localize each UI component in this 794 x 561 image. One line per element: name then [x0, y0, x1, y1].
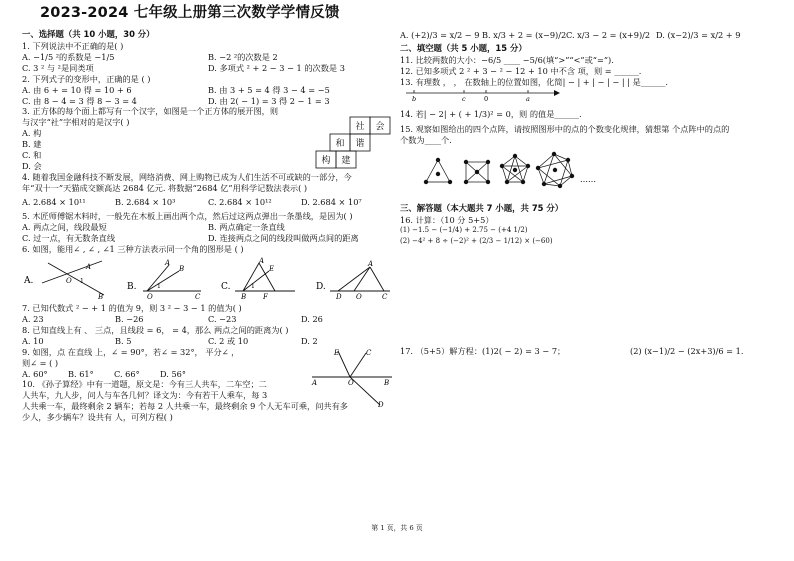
svg-text:O: O — [66, 276, 72, 285]
q5-stem: 5. 木匠师傅锯木料时，一般先在木板上画出两个点，然后过这两点弹出一条墨线，是因为( ) — [22, 211, 353, 222]
q3-stem-line1: 3. 正方体的每个面上都写有一个汉字，如图是一个正方体的展开图，则 — [22, 106, 279, 117]
svg-text:E: E — [269, 264, 275, 273]
q3-option-c: C. 和 — [22, 150, 42, 161]
q9-figure — [310, 347, 394, 409]
svg-text:A: A — [312, 378, 318, 387]
q5-options-2 — [22, 233, 394, 244]
numline-label-c: c — [462, 94, 466, 102]
svg-text:O: O — [348, 378, 354, 387]
q1-option-a: A. −1/5 ²的系数是 −1/5 — [22, 52, 115, 63]
q10-option-b: B. x/3 + 2 = (x−9)/2 — [482, 30, 567, 40]
left-column — [22, 28, 394, 423]
q14-stem: 14. 若| − 2| + ( + 1/3)² = 0，则 的值是______. — [400, 108, 582, 119]
numline-label-a: a — [526, 94, 530, 102]
q9-stem-line1: 9. 如图，点 在直线 上，∠ = 90°，若∠ = 32°， 平分∠ ， — [22, 346, 240, 357]
svg-text:F: F — [263, 292, 269, 301]
q10-option-a: A. (+2)/3 = x/2 − 9 — [400, 30, 480, 40]
q8-option-d: D. 2 — [301, 335, 318, 346]
svg-text:A: A — [259, 256, 265, 265]
svg-text:B: B — [241, 292, 247, 301]
q16-stem: 16. 计算：（10 分 5+5） — [400, 214, 494, 225]
q3-option-a: A. 构 — [22, 128, 42, 139]
svg-text:A: A — [164, 258, 170, 267]
q7-option-b: B. −26 — [115, 313, 144, 324]
q5-option-c: C. 过一点，有无数条直线 — [22, 233, 116, 244]
q3-stem-line2: 与汉字“社”字相对的是汉字( ) — [22, 117, 130, 128]
svg-text:O: O — [355, 292, 362, 301]
q5-option-b: B. 两点确定一条直线 — [208, 222, 285, 233]
page-footer: 第 1 页，共 6 页 — [371, 524, 423, 532]
q15-stem-line1: 15. 观察如图给出的四个点阵，请按照图形中的点的个数变化规律，猜想第 个点阵中的点的 — [400, 123, 730, 134]
q6-stem: 6. 如图，能用∠ , ∠ , ∠1 三种方法表示同一个角的图形是 ( ) — [22, 243, 244, 254]
q8-option-a: A. 10 — [22, 335, 44, 346]
q6-figure-b — [125, 257, 205, 301]
svg-text:E: E — [334, 348, 340, 357]
q4-stem-line2: 年“双十一”天猫成交额高达 2684 亿元. 将数据“2684 亿”用科学记数法表示( ) — [22, 183, 308, 194]
q8-option-c: C. 2 或 10 — [208, 335, 249, 346]
q10-stem-line4: 少人，多少辆车？设共有 人，可列方程( ) — [22, 412, 173, 423]
q5-options — [22, 222, 394, 233]
q1-options — [22, 52, 394, 63]
q9-option-c: C. 66° — [114, 368, 140, 379]
svg-text:A: A — [86, 262, 92, 271]
q9-option-a: A. 60° — [22, 368, 48, 379]
q1-option-b: B. −2 ²的次数是 2 — [208, 52, 278, 63]
q16-part-2: (2) −4² + 8 ÷ (−2)² + (2/3 − 1/12) × (−60) — [400, 236, 553, 245]
q6-figure-d — [314, 257, 394, 301]
q9-option-b: B. 61° — [68, 368, 94, 379]
dot-pattern-figure — [420, 148, 610, 198]
q3-option-b: B. 建 — [22, 139, 42, 150]
cube-face-5: 构 — [321, 156, 331, 167]
svg-text:D: D — [378, 400, 384, 409]
q9-option-d: D. 56° — [160, 368, 186, 379]
q2-options-2 — [22, 96, 394, 107]
q1-stem: 1. 下列说法中不正确的是( ) — [22, 41, 124, 52]
numline-label-b: b — [412, 94, 417, 102]
q11-stem: 11. 比较两数的大小：−6/5 ____ −5/6(填“>”“<”或“=”). — [400, 54, 614, 65]
q4-options — [22, 197, 394, 208]
section-3-heading: 三、解答题（本大题共 7 小题，共 75 分） — [400, 202, 564, 213]
q10-option-c: C. x/3 − 2 = (x+9)/2 — [566, 30, 651, 40]
svg-text:1: 1 — [251, 282, 256, 290]
dot-pattern-ellipsis: …… — [580, 174, 596, 184]
q16-part-1: (1) −1.5 − (−1/4) + 2.75 − (+4 1/2) — [400, 225, 528, 234]
q6-label-c: C. — [221, 281, 231, 292]
svg-text:D: D — [335, 292, 342, 301]
q1-option-c: C. 3 ² 与 ²是同类项 — [22, 62, 94, 73]
q5-option-d: D. 连接两点之间的线段叫做两点间的距离 — [208, 233, 359, 244]
numline-label-zero: 0 — [484, 94, 489, 102]
cube-face-1: 社 — [355, 122, 365, 133]
q6-figure-a — [22, 257, 110, 301]
q1-options-2 — [22, 63, 394, 74]
q6-figures — [22, 257, 394, 301]
svg-text:A: A — [367, 259, 374, 268]
q2-option-b: B. 由 3 + 5 = 4 得 3 − 4 = −5 — [208, 84, 330, 95]
svg-text:1: 1 — [80, 277, 84, 285]
q17-row — [400, 346, 780, 357]
section-1-heading: 一、选择题（共 10 小题，30 分） — [22, 29, 155, 39]
q12-stem: 12. 已知多项式 2 ² + 3 − ² − 12 + 10 中不含 项，则 = ______. — [400, 65, 642, 76]
page-title: 2023-2024 七年级上册第三次数学学情反馈 — [40, 5, 340, 21]
q7-option-c: C. −23 — [208, 313, 237, 324]
q1-option-d: D. 多项式 ² + 2 − 3 − 1 的次数是 3 — [208, 62, 345, 73]
number-line-figure — [404, 88, 564, 102]
svg-text:B: B — [384, 378, 390, 387]
q6-figure-c — [219, 257, 299, 301]
svg-text:C: C — [381, 292, 388, 301]
q2-option-a: A. 由 6 + = 10 得 = 10 + 6 — [22, 84, 132, 95]
q7-option-a: A. 23 — [22, 313, 44, 324]
svg-text:C: C — [366, 348, 372, 357]
cube-net-figure — [314, 116, 394, 172]
q6-label-a: A. — [24, 275, 34, 286]
q17-stem: 17. （5+5）解方程：(1)2( − 2) = 3 − 7； — [400, 345, 566, 356]
q4-stem-line1: 4. 随着我国金融科技不断发展，网络消费、网上购物已成为人们生活不可或缺的一部分，今 — [22, 172, 352, 183]
q7-option-d: D. 26 — [301, 313, 323, 324]
q8-option-b: B. 5 — [115, 335, 132, 346]
right-column — [400, 30, 780, 357]
q6-label-b: B. — [126, 281, 137, 292]
svg-text:C: C — [194, 292, 201, 301]
q17-part-2: (2) (x−1)/2 − (2x+3)/6 = 1. — [630, 345, 744, 356]
q2-stem: 2. 下列式子的变形中，正确的是 ( ) — [22, 73, 151, 84]
cube-face-2: 会 — [375, 122, 385, 133]
q10-stem-line3: 人共乘一车，最终剩余 2 辆车；若每 2 人共乘一车，最终剩余 9 个人无车可乘，问共有多 — [22, 401, 348, 412]
q2-options — [22, 85, 394, 96]
q7-options — [22, 314, 394, 325]
section-2-heading: 二、填空题（共 5 小题，15 分） — [400, 42, 527, 53]
q9-stem-line2: 则∠ = ( ) — [22, 357, 59, 368]
svg-text:B: B — [178, 264, 184, 273]
q4-option-b: B. 2.684 × 10³ — [115, 197, 176, 208]
q7-stem: 7. 已知代数式 ² − + 1 的值为 9，则 3 ² − 3 − 1 的值为( ) — [22, 302, 242, 313]
q4-option-a: A. 2.684 × 10¹¹ — [22, 197, 86, 208]
q4-option-d: D. 2.684 × 10⁷ — [301, 197, 362, 208]
q15-stem-line2: 个数为____个. — [400, 134, 452, 145]
q10-option-d: D. (x−2)/3 = x/2 + 9 — [656, 30, 741, 40]
q10-stem-line1: 10. 《孙子算经》中有一道题，原文是：今有三人共车，二车空；二 — [22, 379, 267, 390]
q3-option-d: D. 会 — [22, 161, 42, 172]
q2-option-c: C. 由 8 − 4 = 3 得 8 − 3 = 4 — [22, 95, 137, 106]
q10-stem-line2: 人共车，九人步，问人与车各几何？译文为：今有若干人乘车，每 3 — [22, 390, 268, 401]
q8-stem: 8. 已知直线上有 、 三点，且线段 = 6， = 4，那么 两点之间的距离为( ) — [22, 324, 289, 335]
q2-option-d: D. 由 2( − 1) = 3 得 2 − 1 = 3 — [208, 95, 330, 106]
q13-stem: 13. 有理数 ， ， 在数轴上的位置如图，化简| − | + | − | − | | 是______. — [400, 76, 668, 87]
q6-label-d: D. — [315, 281, 326, 292]
svg-text:O: O — [146, 292, 153, 301]
q4-option-c: C. 2.684 × 10¹² — [208, 197, 272, 208]
q5-option-a: A. 两点之间，线段最短 — [22, 222, 107, 233]
q10-options — [400, 30, 780, 41]
cube-face-4: 谐 — [355, 139, 365, 150]
svg-text:B: B — [98, 292, 104, 301]
svg-text:1: 1 — [156, 282, 161, 290]
cube-face-6: 建 — [341, 156, 351, 167]
cube-face-3: 和 — [335, 139, 345, 150]
q8-options — [22, 336, 394, 347]
